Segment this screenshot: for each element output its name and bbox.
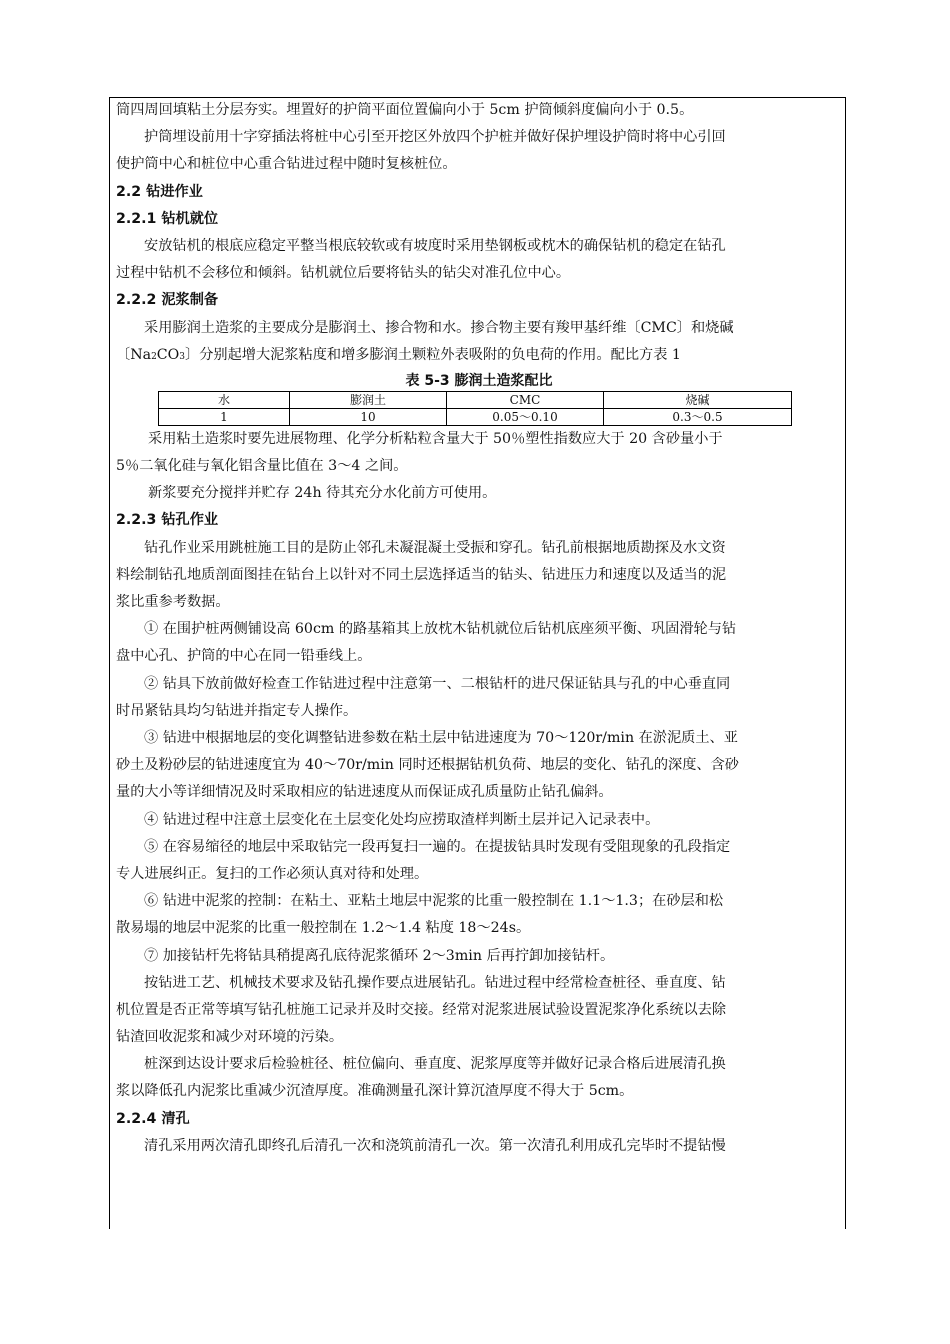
text-line: 按钻进工艺、机械技术要求及钻孔操作要点进展钻孔。钻进过程中经常检查桩径、垂直度、钻 [144,974,726,991]
table-cell: 0.05～0.10 [447,408,604,425]
mix-table [158,391,792,426]
text-line: 采用膨润土造浆的主要成分是膨润土、掺合物和水。掺合物主要有羧甲基纤维〔CMC〕和烧碱 [144,319,734,336]
text-line: 采用粘土造浆时要先进展物理、化学分析粘粒含量大于 50％塑性指数应大于 20 含砂量小于 [148,430,723,447]
list-item-4: ④ 钻进过程中注意土层变化在土层变化处均应捞取渣样判断土层并记入记录表中。 [144,811,660,828]
subsection-heading: 2.2.4 清孔 [116,1110,190,1127]
text-line: 安放钻机的根底应稳定平整当根底较软或有坡度时采用垫钢板或枕木的确保钻机的稳定在钻孔 [144,237,726,254]
subscript: 3 [179,351,186,362]
table-cell: 0.3～0.5 [604,408,792,425]
text-line: 浆以降低孔内泥浆比重减少沉渣厚度。准确测量孔深计算沉渣厚度不得大于 5cm。 [116,1083,634,1100]
table-header-cell: 膨润土 [290,391,447,408]
list-item-6: ⑥ 钻进中泥浆的控制：在粘土、亚粘土地层中泥浆的比重一般控制在 1.1～1.3；在砂层和松 [144,893,724,910]
list-item-1: ① 在围护桩两侧铺设高 60cm 的路基箱其上放枕木钻机就位后钻机底座须平衡、巩固滑轮与钻 [144,621,737,638]
text-line: 使护筒中心和桩位中心重合钻进过程中随时复核桩位。 [116,156,457,173]
text-run: CO [156,346,180,363]
list-item-2: ② 钻具下放前做好检查工作钻进过程中注意第一、二根钻杆的进尺保证钻具与孔的中心垂直同 [144,675,731,692]
table-header-row [159,391,792,408]
table-header-cell: 烧碱 [604,391,792,408]
table-header-cell: CMC [447,391,604,408]
table-row [159,408,792,425]
text-line: 时吊紧钻具均匀钻进并指定专人操作。 [116,702,358,719]
text-line: 盘中心孔、护筒的中心在同一铅垂线上。 [116,648,372,665]
text-line: 5％二氧化硅与氧化铝含量比值在 3～4 之间。 [116,458,408,475]
list-item-7: ⑦ 加接钻杆先将钻具稍提离孔底待泥浆循环 2～3min 后再拧卸加接钻杆。 [144,947,615,964]
text-line: 钻渣回收泥浆和减少对环境的污染。 [116,1029,344,1046]
text-run: 〕分别起增大泥浆粘度和增多膨润土颗粒外表吸附的负电荷的作用。配比方表 1 [185,346,681,363]
text-line: 护筒埋设前用十字穿插法将桩中心引至开挖区外放四个护桩并做好保护埋设护筒时将中心引回 [144,129,726,146]
text-line: 专人进展纠正。复扫的工作必须认真对待和处理。 [116,865,429,882]
text-line: 钻孔作业采用跳桩施工目的是防止邻孔未凝混凝土受振和穿孔。钻孔前根据地质勘探及水文资 [144,539,726,556]
table-title: 表 5-3 膨润土造浆配比 [405,372,553,389]
text-line: 浆比重参考数据。 [116,594,230,611]
text-line: 砂土及粉砂层的钻进速度宜为 40～70r/min 同时还根据钻机负荷、地层的变化、钻孔的深度、含砂 [116,757,739,774]
text-line: 桩深到达设计要求后检验桩径、桩位偏向、垂直度、泥浆厚度等并做好记录合格后进展清孔换 [144,1056,726,1073]
text-line: 过程中钻机不会移位和倾斜。钻机就位后要将钻头的钻尖对准孔位中心。 [116,265,571,282]
text-line: 量的大小等详细情况及时采取相应的钻进速度从而保证成孔质量防止钻孔偏斜。 [116,784,613,801]
section-heading: 2.2 钻进作业 [116,183,203,200]
table-cell: 10 [290,408,447,425]
list-item-5: ⑤ 在容易缩径的地层中采取钻完一段再复扫一遍的。在提拔钻具时发现有受阻现象的孔段指定 [144,838,731,855]
list-item-3: ③ 钻进中根据地层的变化调整钻进参数在粘土层中钻进速度为 70～120r/min 在淤泥质土、亚 [144,730,738,746]
text-run: 〔Na [116,346,152,363]
subsection-heading: 2.2.1 钻机就位 [116,210,219,227]
text-line: 机位置是否正常等填写钻孔桩施工记录并及时交接。经常对泥浆进展试验设置泥浆净化系统以去除 [116,1001,727,1018]
subscript: 2 [151,351,157,362]
formula-line [116,342,842,369]
text-line: 筒四周回填粘土分层夯实。埋置好的护筒平面位置偏向小于 5cm 护筒倾斜度偏向小于 0.5。 [116,102,694,118]
subsection-heading: 2.2.3 钻孔作业 [116,512,219,529]
table-cell: 1 [159,408,290,425]
table-header-cell: 水 [159,391,290,408]
text-line: 料绘制钻孔地质剖面图挂在钻台上以针对不同土层选择适当的钻头、钻进压力和速度以及适当的泥 [116,566,727,583]
text-line: 清孔采用两次清孔即终孔后清孔一次和浇筑前清孔一次。第一次清孔利用成孔完毕时不提钻慢 [144,1137,726,1154]
text-line: 散易塌的地层中泥浆的比重一般控制在 1.2～1.4 粘度 18～24s。 [116,920,531,937]
document-body [116,97,842,1160]
subsection-heading: 2.2.2 泥浆制备 [116,292,219,309]
text-line: 新浆要充分搅拌并贮存 24h 待其充分水化前方可使用。 [148,485,497,502]
